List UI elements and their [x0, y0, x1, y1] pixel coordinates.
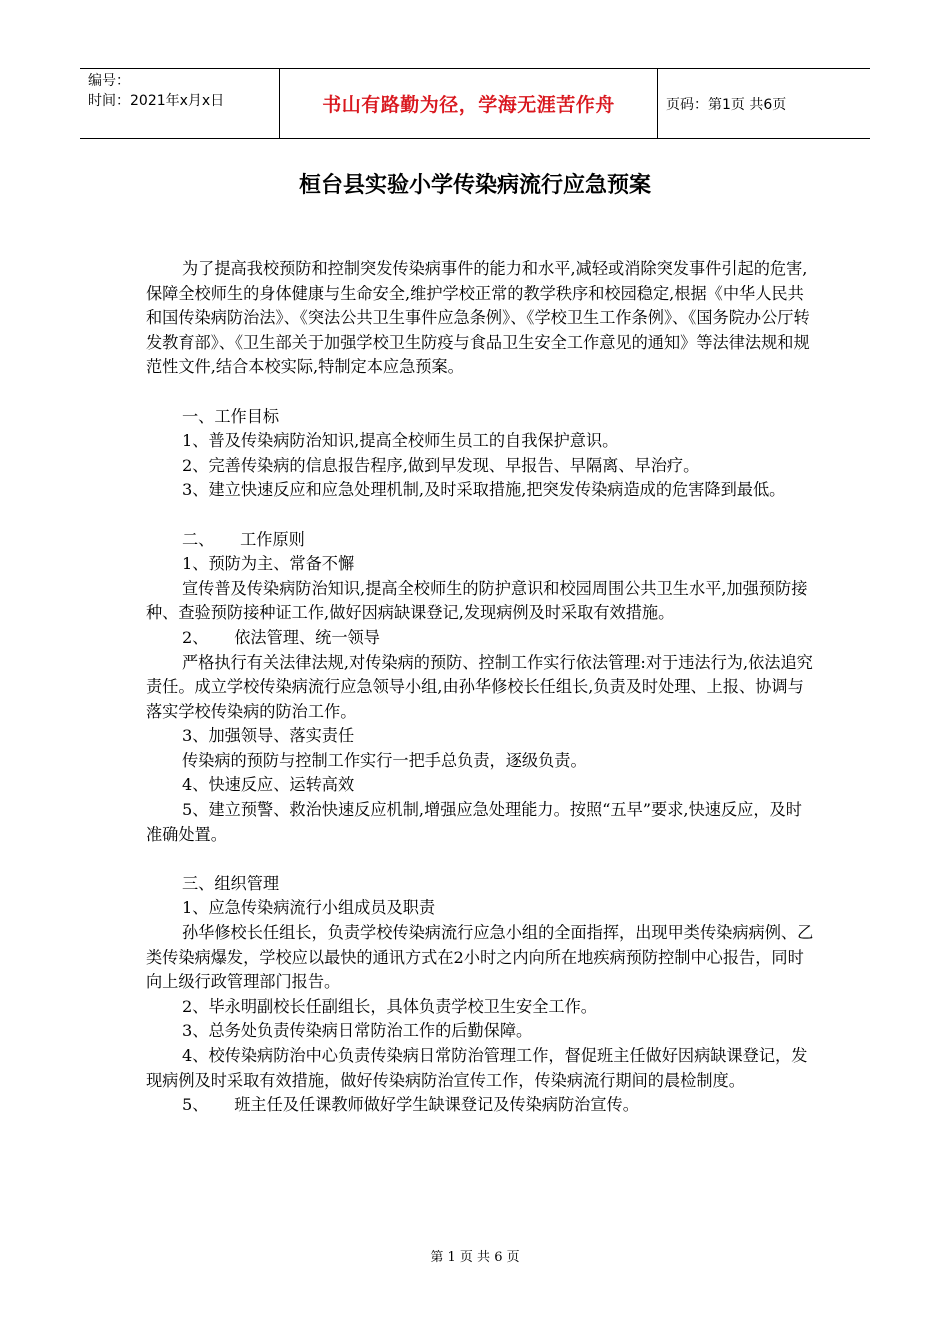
number-label: 编号： [88, 73, 130, 89]
subsection-heading: 1、应急传染病流行小组成员及职责 [182, 898, 436, 918]
document-header [80, 68, 870, 139]
subsection-heading: 3、加强领导、落实责任 [182, 726, 355, 746]
list-item: 3、建立快速反应和应急处理机制,及时采取措施,把突发传染病造成的危害降到最低。 [182, 480, 786, 500]
list-item: 2、毕永明副校长任副组长，具体负责学校卫生安全工作。 [182, 996, 597, 1016]
subsection-heading: 1、预防为主、常备不懈 [182, 554, 355, 574]
section-heading: 二、 工作原则 [182, 529, 305, 549]
header-meta [80, 69, 280, 138]
list-item: 5、 班主任及任课教师做好学生缺课登记及传染病防治宣传。 [182, 1095, 639, 1115]
header-motto: 书山有路勤为径，学海无涯苦作舟 [280, 69, 658, 138]
section-heading: 三、组织管理 [182, 873, 280, 893]
time-label: 时间：2021年x月x日 [88, 93, 225, 109]
subsection-heading: 2、 依法管理、统一领导 [182, 627, 380, 647]
page-footer: 第 1 页 共 6 页 [430, 1250, 520, 1265]
paragraph: 传染病的预防与控制工作实行一把手总负责，逐级负责。 [182, 750, 587, 770]
document-title: 桓台县实验小学传染病流行应急预案 [298, 173, 651, 198]
list-item: 4、校传染病防治中心负责传染病日常防治管理工作，督促班主任做好因病缺课登记，发现病例及时采取有效措施，做好传染病防治宣传工作，传染病流行期间的晨检制度。 [146, 1046, 808, 1090]
section-heading: 一、工作目标 [182, 406, 280, 426]
header-page-label: 页码：第1页 共6页 [666, 96, 787, 113]
list-item: 1、普及传染病防治知识,提高全校师生员工的自我保护意识。 [182, 431, 619, 451]
list-item: 3、总务处负责传染病日常防治工作的后勤保障。 [182, 1021, 533, 1041]
paragraph: 5、建立预警、救治快速反应机制,增强应急处理能力。按照“五早”要求,快速反应，及时准确处置。 [146, 800, 802, 844]
paragraph: 孙华修校长任组长，负责学校传染病流行应急小组的全面指挥，出现甲类传染病病例、乙类传染病爆发，学校应以最快的通讯方式在2小时之内向所在地疾病预防控制中心报告，同时向上级行政管理部门报告。 [146, 923, 814, 992]
subsection-heading: 4、快速反应、运转高效 [182, 775, 355, 795]
intro-paragraph: 为了提高我校预防和控制突发传染病事件的能力和水平,减轻或消除突发事件引起的危害,保障全校师生的身体健康与生命安全,维护学校正常的教学秩序和校园稳定,根据《中华人民共和国传染病防治法》、《突法公共卫生事件应急条例》、《学校卫生工作条例》、《国务院办公厅转发教育部》、《卫生部关于加强学校卫生防疫与食品卫生安全工作意见的通知》等法律法规和规范性文件,结合本校实际,特制定本应急预案。 [146, 259, 810, 377]
paragraph: 严格执行有关法律法规,对传染病的预防、控制工作实行依法管理:对于违法行为,依法追究责任。成立学校传染病流行应急领导小组,由孙华修校长任组长,负责及时处理、上报、协调与落实学校传染病的防治工作。 [146, 652, 813, 721]
list-item: 2、完善传染病的信息报告程序,做到早发现、早报告、早隔离、早治疗。 [182, 455, 700, 475]
document-body [146, 257, 818, 1118]
paragraph: 宣传普及传染病防治知识,提高全校师生的防护意识和校园周围公共卫生水平,加强预防接种、查验预防接种证工作,做好因病缺课登记,发现病例及时采取有效措施。 [146, 578, 808, 623]
